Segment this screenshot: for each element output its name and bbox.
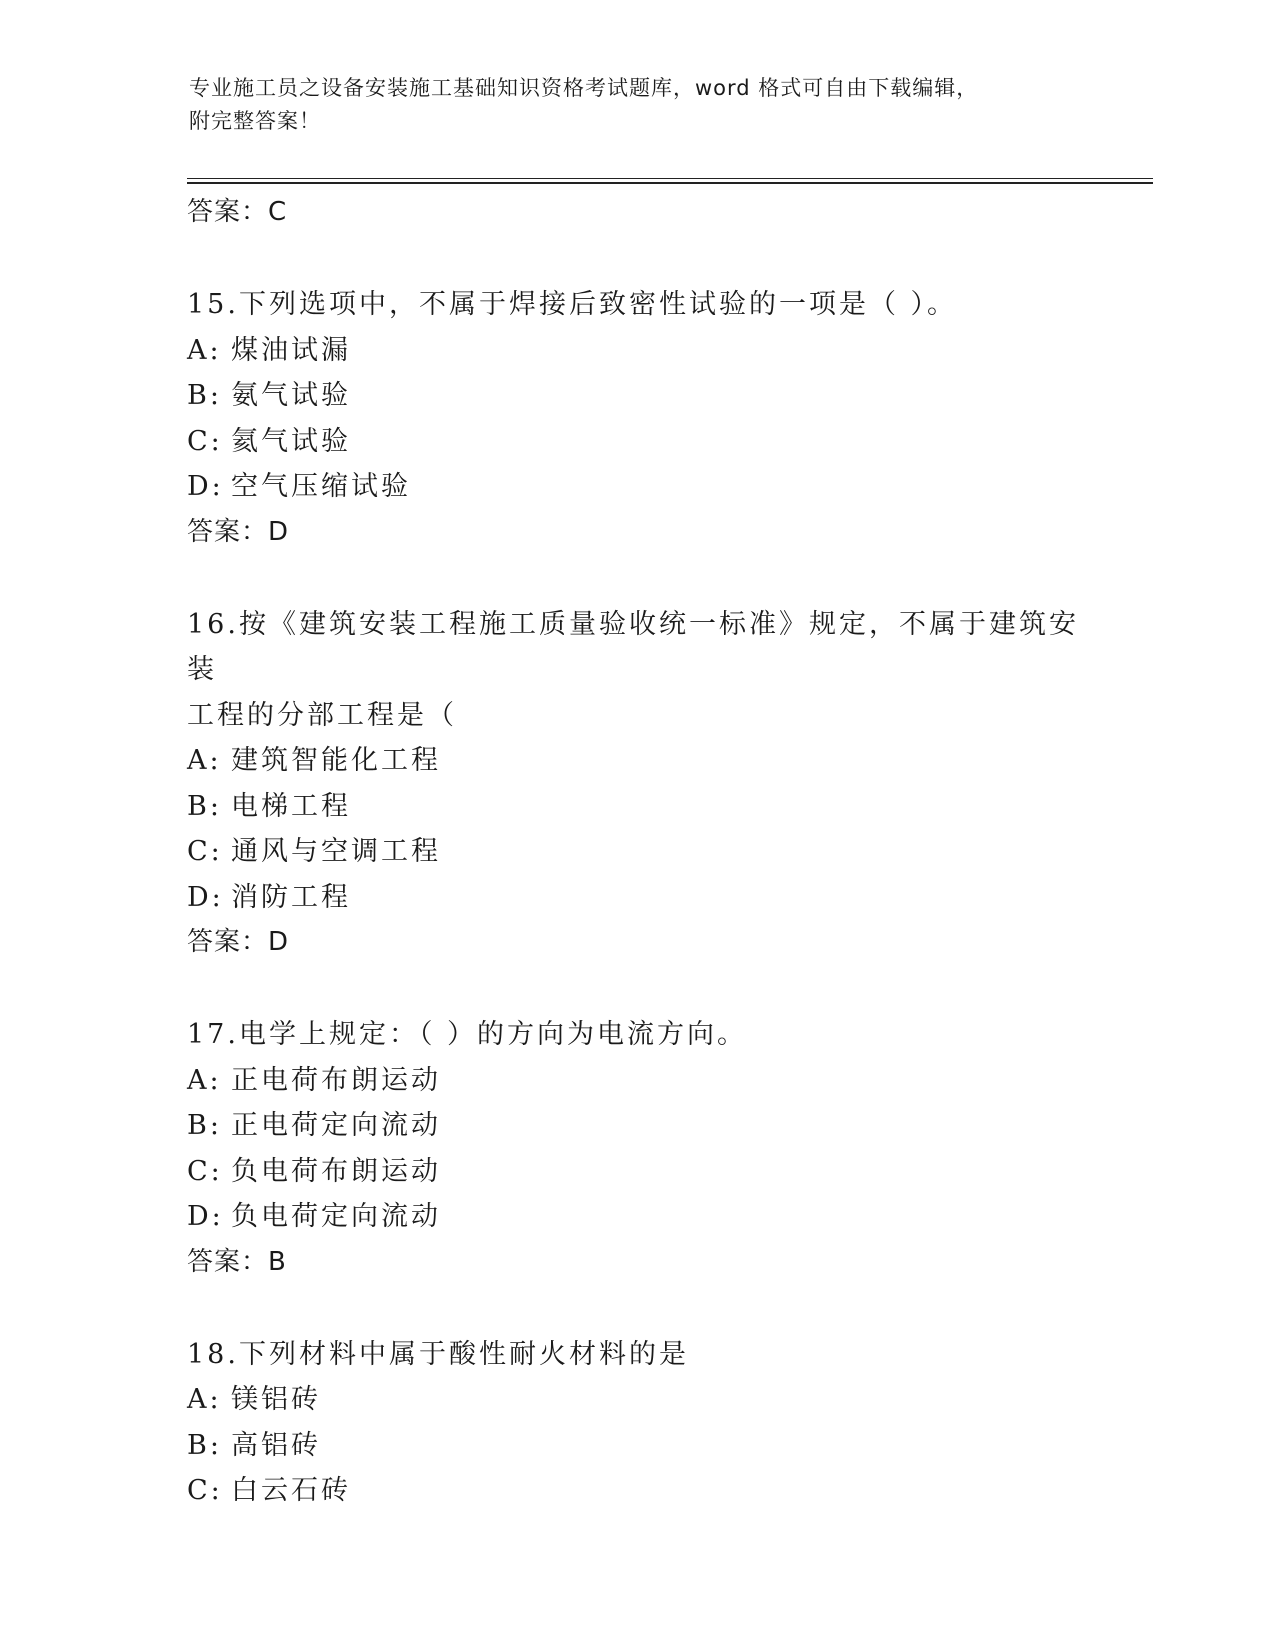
question-15-option-a — [187, 328, 1087, 374]
question-16-answer: 答案：D — [187, 927, 290, 957]
header-divider-thick — [187, 182, 1153, 184]
option-text: 煤油试漏 — [231, 334, 351, 366]
question-18-option-c — [187, 1468, 1087, 1514]
option-letter: C: — [187, 836, 223, 867]
question-17-option-b — [187, 1103, 1087, 1149]
option-text: 消防工程 — [231, 881, 351, 913]
option-text: 负电荷布朗运动 — [231, 1155, 441, 1187]
option-letter: A: — [187, 1064, 222, 1096]
question-16-option-a — [187, 738, 1087, 784]
option-letter: B: — [187, 1110, 222, 1141]
option-text: 空气压缩试验 — [231, 471, 411, 502]
option-text: 正电荷布朗运动 — [231, 1064, 441, 1096]
option-letter: B: — [187, 790, 222, 822]
question-16-option-d — [187, 875, 1087, 921]
question-15-option-c — [187, 419, 1087, 465]
answer-prev: 答案：C — [187, 197, 288, 227]
question-17-option-a — [187, 1058, 1087, 1104]
option-letter: D: — [187, 1201, 224, 1232]
option-letter: D: — [187, 471, 224, 502]
question-15-answer: 答案：D — [187, 516, 290, 547]
question-18 — [187, 1332, 1087, 1514]
option-text: 高铝砖 — [231, 1429, 321, 1461]
question-16-text-line-1: 16.按《建筑安装工程施工质量验收统一标准》规定，不属于建筑安装 — [187, 608, 1079, 685]
question-16-option-b — [187, 784, 1087, 830]
question-18-text: 18.下列材料中属于酸性耐火材料的是 — [187, 1338, 689, 1370]
option-letter: C: — [187, 1475, 223, 1506]
option-text: 正电荷定向流动 — [231, 1110, 441, 1141]
question-18-option-b — [187, 1423, 1087, 1469]
question-list — [187, 190, 1087, 1514]
option-text: 氨气试验 — [231, 380, 351, 411]
option-letter: D: — [187, 881, 224, 913]
question-16 — [187, 602, 1087, 965]
option-text: 白云石砖 — [231, 1475, 351, 1506]
header-line-2: 附完整答案！ — [189, 109, 321, 133]
question-15-text: 15.下列选项中，不属于焊接后致密性试验的一项是（ ）。 — [187, 289, 958, 320]
option-letter: B: — [187, 1429, 222, 1461]
question-15-option-d — [187, 464, 1087, 510]
option-text: 负电荷定向流动 — [231, 1201, 441, 1232]
option-text: 电梯工程 — [231, 790, 351, 822]
question-17 — [187, 1012, 1087, 1284]
option-letter: A: — [187, 1384, 222, 1415]
option-letter: A: — [187, 334, 222, 366]
question-15-option-b — [187, 373, 1087, 419]
question-16-option-c — [187, 829, 1087, 875]
document-header — [189, 72, 1069, 138]
header-line-1: 专业施工员之设备安装施工基础知识资格考试题库，word 格式可自由下载编辑， — [189, 76, 979, 100]
option-letter: B: — [187, 380, 222, 411]
option-text: 镁铝砖 — [231, 1384, 321, 1415]
question-18-option-a — [187, 1377, 1087, 1423]
option-letter: A: — [187, 745, 222, 776]
option-text: 建筑智能化工程 — [231, 745, 441, 776]
option-letter: C: — [187, 425, 223, 457]
option-text: 氦气试验 — [231, 425, 351, 457]
question-16-text-line-2: 工程的分部工程是（ — [187, 699, 457, 731]
option-letter: C: — [187, 1155, 223, 1187]
question-17-text: 17.电学上规定：（ ）的方向为电流方向。 — [187, 1019, 748, 1050]
header-divider-thin — [187, 178, 1153, 179]
question-17-option-d — [187, 1194, 1087, 1240]
option-text: 通风与空调工程 — [231, 836, 441, 867]
question-17-option-c — [187, 1149, 1087, 1195]
question-17-answer: 答案：B — [187, 1246, 287, 1277]
question-15 — [187, 282, 1087, 554]
